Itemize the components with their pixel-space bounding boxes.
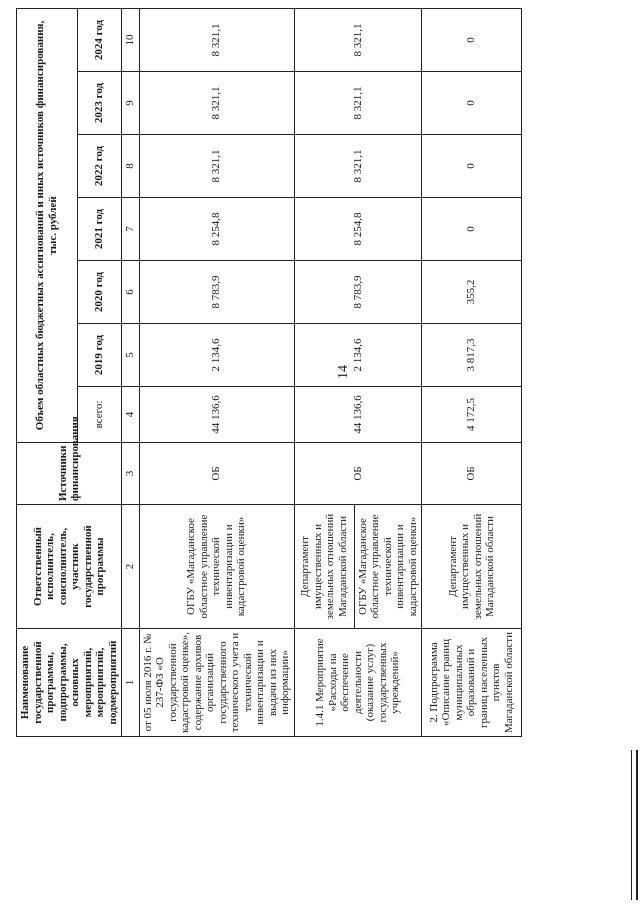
row-value: 2 134,6 xyxy=(294,324,422,387)
index-cell: 7 xyxy=(122,198,140,261)
row-total: 44 136,6 xyxy=(294,387,422,443)
header-total: всего: xyxy=(77,387,121,443)
row-value: 8 321,1 xyxy=(294,135,422,198)
row-total: 44 136,6 xyxy=(139,387,294,443)
row-name: 1.4.1 Мероприятие «Расходы на обеспечение деятельности (оказание услуг) государственных учреждений» xyxy=(294,629,422,737)
header-year: 2024 год xyxy=(77,8,121,71)
row-value: 8 321,1 xyxy=(139,8,294,71)
row-value: 2 134,6 xyxy=(139,324,294,387)
row-source: ОБ xyxy=(139,443,294,505)
header-name: Наименование государственной программы, подпрограммы, основных мероприятий, мероприятий, подмероприятий xyxy=(17,629,122,737)
header-year: 2021 год xyxy=(77,198,121,261)
index-cell: 2 xyxy=(122,505,140,629)
row-value: 0 xyxy=(422,72,522,135)
header-year: 2019 год xyxy=(77,324,121,387)
header-volume: Объем областных бюджетных ассигнований и иных источников финансирования, тыс. рублей xyxy=(17,8,78,442)
index-cell: 3 xyxy=(122,443,140,505)
row-value: 8 321,1 xyxy=(139,72,294,135)
index-cell: 5 xyxy=(122,324,140,387)
scan-line-2 xyxy=(631,750,632,900)
row-value: 8 783,9 xyxy=(139,261,294,324)
header-source: Источники финансирования xyxy=(17,443,122,505)
header-row-1 xyxy=(17,8,78,736)
row-total: 4 172,5 xyxy=(422,387,522,443)
row-name: 2. Подпрограмма «Описание границ муниципальных образований и границ населенных пунктов Магаданской области xyxy=(422,629,522,737)
table-row xyxy=(294,8,354,736)
row-value: 8 254,8 xyxy=(294,198,422,261)
index-cell: 10 xyxy=(122,8,140,71)
table-row xyxy=(139,8,294,736)
index-row xyxy=(122,8,140,736)
table-row xyxy=(422,8,522,736)
header-year: 2022 год xyxy=(77,135,121,198)
header-executor: Ответственный исполнитель, соисполнитель, участник государственной программы xyxy=(17,505,122,629)
page-number: 14 xyxy=(336,365,351,379)
row-executor: Департамент имущественных и земельных отношений Магаданской области xyxy=(294,505,354,629)
budget-table xyxy=(16,8,522,737)
index-cell: 4 xyxy=(122,387,140,443)
row-value: 0 xyxy=(422,198,522,261)
row-value: 0 xyxy=(422,8,522,71)
row-name: от 05 июля 2016 г. № 237-ФЗ «О государственной кадастровой оценке», содержание архивов организаций государственного технического учета и технической инвентаризации и выдачи из них информации» xyxy=(139,629,294,737)
row-executor: Департамент имущественных и земельных отношений Магаданской области xyxy=(422,505,522,629)
row-source: ОБ xyxy=(294,443,422,505)
row-executor: ОГБУ «Магаданское областное управление технической инвентаризации и кадастровой оценки» xyxy=(354,505,422,629)
row-value: 8 321,1 xyxy=(294,72,422,135)
index-cell: 9 xyxy=(122,72,140,135)
row-value: 8 783,9 xyxy=(294,261,422,324)
header-year: 2020 год xyxy=(77,261,121,324)
index-cell: 8 xyxy=(122,135,140,198)
row-value: 8 254,8 xyxy=(139,198,294,261)
header-year: 2023 год xyxy=(77,72,121,135)
row-value: 8 321,1 xyxy=(139,135,294,198)
index-cell: 1 xyxy=(122,629,140,737)
row-executor: ОГБУ «Магаданское областное управление технической инвентаризации и кадастровой оценки» xyxy=(139,505,294,629)
row-source: ОБ xyxy=(422,443,522,505)
row-value: 355,2 xyxy=(422,261,522,324)
row-value: 8 321,1 xyxy=(294,8,422,71)
index-cell: 6 xyxy=(122,261,140,324)
row-value: 3 817,3 xyxy=(422,324,522,387)
row-value: 0 xyxy=(422,135,522,198)
scan-line xyxy=(636,750,638,900)
